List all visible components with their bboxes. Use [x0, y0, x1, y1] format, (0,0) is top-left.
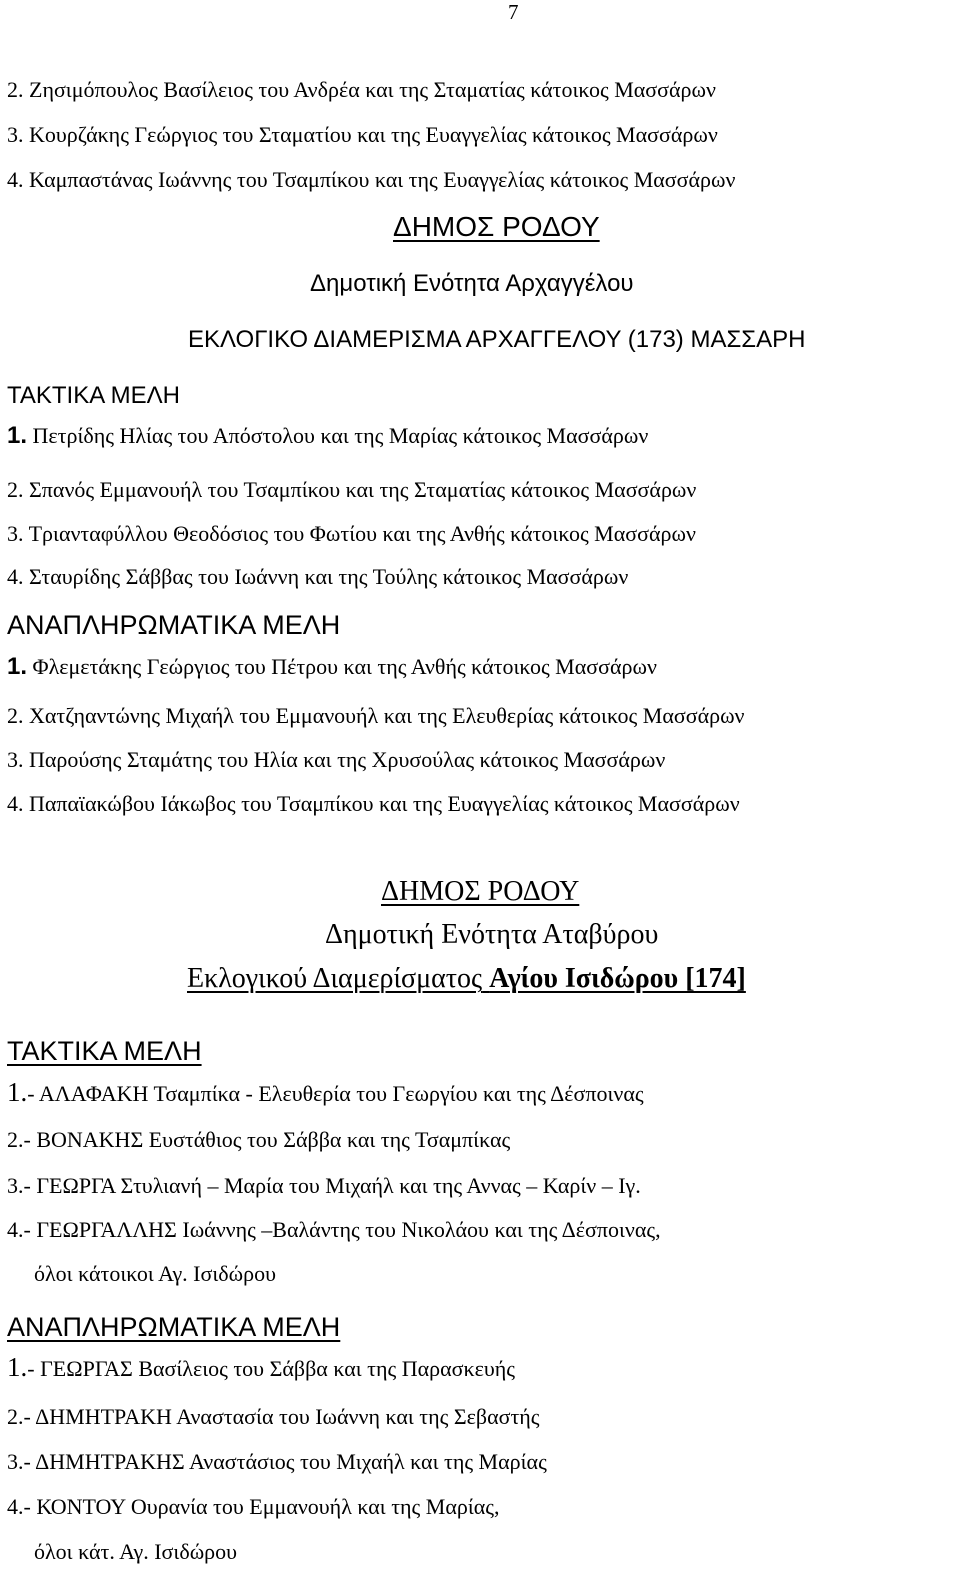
member-text: - ΔΗΜΗΤΡΑΚΗ Αναστασία του Ιωάννη και της Σεβαστής: [23, 1404, 540, 1429]
list-item: 4. Καμπαστάνας Ιωάννης του Τσαμπίκου και της Ευαγγελίας κάτοικος Μασσάρων: [7, 167, 736, 192]
member-number: 3.: [7, 521, 24, 546]
list-item: 3. Κουρζάκης Γεώργιος του Σταματίου και της Ευαγγελίας κάτοικος Μασσάρων: [7, 122, 718, 147]
member-text: Σταυρίδης Σάββας του Ιωάννη και της Τούλης κάτοικος Μασσάρων: [23, 564, 629, 589]
member-number: 3.: [7, 747, 24, 772]
member-text: - ΓΕΩΡΓΑ Στυλιανή – Μαρία του Μιχαήλ και της Αννας – Καρίν – Ιγ.: [23, 1173, 641, 1198]
member-row: [7, 1219, 661, 1241]
municipal-unit: Δημοτική Ενότητα Αρχαγγέλου: [310, 270, 634, 297]
member-row: [7, 749, 665, 771]
member-number: 2.: [7, 1127, 24, 1152]
member-text: - ΚΟΝΤΟΥ Ουρανία του Εμμανουήλ και της Μαρίας,: [23, 1494, 500, 1519]
member-number: 4.: [7, 1217, 24, 1242]
municipality-heading: ΔΗΜΟΣ ΡΟΔΟΥ: [381, 876, 580, 907]
member-number: 1.: [7, 422, 28, 449]
residence-note: όλοι κάτ. Αγ. Ισιδώρου: [34, 1539, 238, 1564]
member-text: - ΑΛΑΦΑΚΗ Τσαμπίκα - Ελευθερία του Γεωργίου και της Δέσποινας: [27, 1081, 644, 1106]
regular-members-heading: ΤΑΚΤΙΚΑ ΜΕΛΗ: [7, 382, 180, 409]
member-number: 4.: [7, 1494, 24, 1519]
member-row: [7, 479, 696, 501]
member-number: 2.: [7, 477, 24, 502]
member-row: [7, 1451, 547, 1473]
member-number: 3.: [7, 1449, 24, 1474]
member-text: Παπαϊακώβου Ιάκωβος του Τσαμπίκου και της Ευαγγελίας κάτοικος Μασσάρων: [23, 791, 740, 816]
member-row: [7, 705, 745, 727]
district-name: Αγίου Ισιδώρου [174]: [489, 963, 746, 994]
member-row: [7, 566, 628, 588]
member-row: [7, 1079, 644, 1106]
member-row: [7, 1406, 540, 1428]
alternate-members-heading: ΑΝΑΠΛΗΡΩΜΑΤΙΚΑ ΜΕΛΗ: [7, 610, 341, 640]
member-number: 4.: [7, 791, 24, 816]
district-prefix: Εκλογικού Διαμερίσματος: [187, 963, 483, 994]
residence-note: όλοι κάτοικοι Αγ. Ισιδώρου: [34, 1261, 276, 1286]
member-number: 2.: [7, 1404, 24, 1429]
member-number: 4.: [7, 564, 24, 589]
municipality-heading: ΔΗΜΟΣ ΡΟΔΟΥ: [393, 211, 600, 242]
member-text: Σπανός Εμμανουήλ του Τσαμπίκου και της Σταματίας κάτοικος Μασσάρων: [23, 477, 697, 502]
member-number: 1.: [7, 1077, 28, 1107]
member-number: 1.: [7, 653, 28, 680]
member-row: [7, 424, 648, 448]
electoral-district: ΕΚΛΟΓΙΚΟ ΔΙΑΜΕΡΙΣΜΑ ΑΡΧΑΓΓΕΛΟΥ (173) ΜΑΣΣΑΡΗ: [188, 326, 806, 353]
member-number: 3.: [7, 1173, 24, 1198]
member-text: - ΓΕΩΡΓΑΣ Βασίλειος του Σάββα και της Παρασκευής: [27, 1356, 515, 1381]
member-text: - ΒΟΝΑΚΗΣ Ευστάθιος του Σάββα και της Τσαμπίκας: [23, 1127, 511, 1152]
member-row: [7, 1496, 499, 1518]
member-text: Φλεμετάκης Γεώργιος του Πέτρου και της Ανθής κάτοικος Μασσάρων: [27, 654, 657, 679]
member-text: - ΓΕΩΡΓΑΛΛΗΣ Ιωάννης –Βαλάντης του Νικολάου και της Δέσποινας,: [23, 1217, 661, 1242]
member-text: Τριανταφύλλου Θεοδόσιος του Φωτίου και της Ανθής κάτοικος Μασσάρων: [23, 521, 696, 546]
regular-members-heading: ΤΑΚΤΙΚΑ ΜΕΛΗ: [7, 1036, 202, 1066]
member-row: [7, 1175, 641, 1197]
member-row: [7, 655, 657, 679]
member-row: [7, 1129, 510, 1151]
page-number: 7: [508, 0, 519, 24]
member-row: [7, 1354, 515, 1381]
list-item: 2. Ζησιμόπουλος Βασίλειος του Ανδρέα και της Σταματίας κάτοικος Μασσάρων: [7, 77, 716, 102]
member-text: - ΔΗΜΗΤΡΑΚΗΣ Αναστάσιος του Μιχαήλ και της Μαρίας: [23, 1449, 547, 1474]
member-row: [7, 523, 696, 545]
municipal-unit: Δημοτική Ενότητα Αταβύρου: [325, 919, 659, 950]
member-text: Πετρίδης Ηλίας του Απόστολου και της Μαρίας κάτοικος Μασσάρων: [27, 423, 649, 448]
electoral-district: [187, 965, 746, 993]
member-row: [7, 793, 740, 815]
member-text: Παρούσης Σταμάτης του Ηλία και της Χρυσούλας κάτοικος Μασσάρων: [23, 747, 666, 772]
member-number: 1.: [7, 1352, 28, 1382]
member-number: 2.: [7, 703, 24, 728]
member-text: Χατζηαντώνης Μιχαήλ του Εμμανουήλ και της Ελευθερίας κάτοικος Μασσάρων: [23, 703, 745, 728]
alternate-members-heading: ΑΝΑΠΛΗΡΩΜΑΤΙΚΑ ΜΕΛΗ: [7, 1312, 341, 1342]
